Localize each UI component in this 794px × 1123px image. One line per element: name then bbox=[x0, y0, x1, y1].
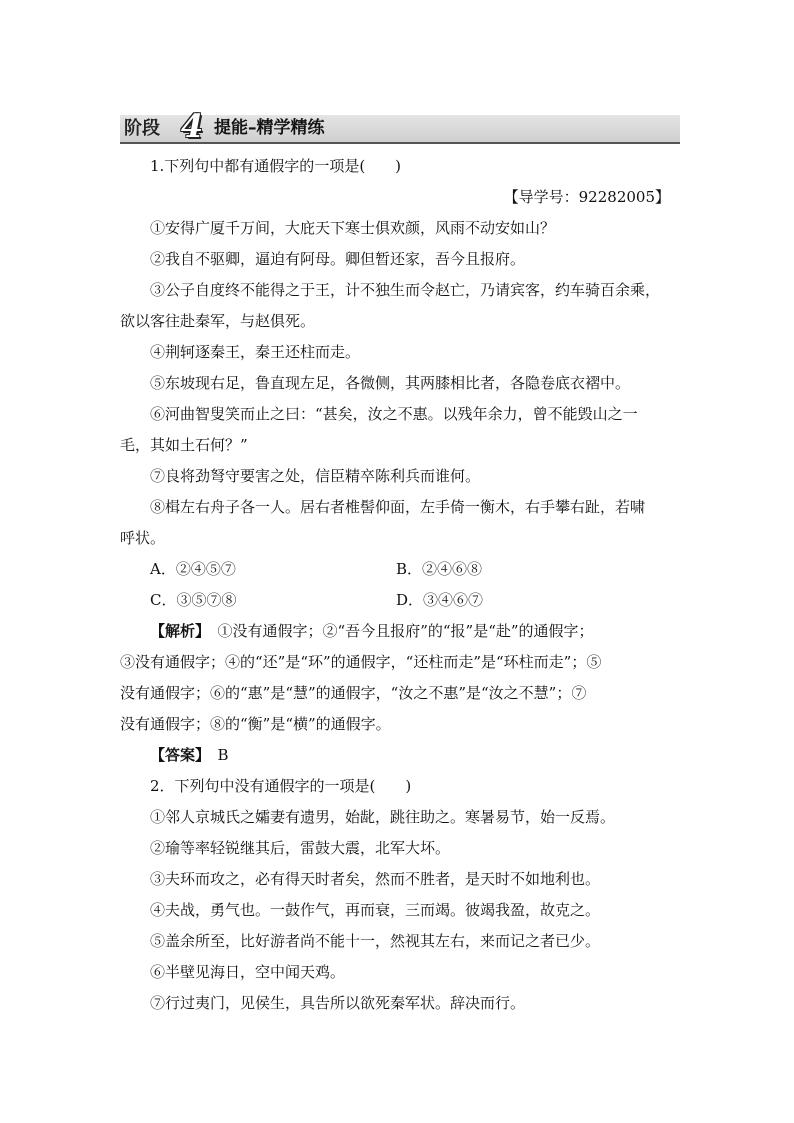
q1-option-d: D．③④⑥⑦ bbox=[396, 591, 484, 609]
q1-item: ⑧楫左右舟子各一人。居右者椎髻仰面，左手倚一衡木，右手攀右趾，若啸 bbox=[150, 498, 646, 516]
q1-item: ⑤东坡现右足，鲁直现左足，各微侧，其两膝相比者，各隐卷底衣褶中。 bbox=[150, 374, 631, 392]
q2-item: ⑥半壁见海日，空中闻天鸡。 bbox=[150, 963, 346, 981]
q1-stem: 1.下列句中都有通假字的一项是( ) bbox=[150, 157, 402, 175]
q1-analysis-line bbox=[150, 621, 594, 641]
q2-item: ①邻人京城氏之孀妻有遗男，始龀，跳往助之。寒暑易节，始一反焉。 bbox=[150, 808, 616, 826]
q2-item: ③夫环而攻之，必有得天时者矣，然而不胜者，是天时不如地利也。 bbox=[150, 870, 601, 888]
q1-analysis-line: 没有通假字；⑥的“惠”是“慧”的通假字，“汝之不惠”是“汝之不慧”；⑦ bbox=[120, 684, 587, 702]
answer-value: B bbox=[217, 746, 229, 764]
q1-item: ①安得广厦千万间，大庇天下寒士俱欢颜，风雨不动安如山？ bbox=[150, 219, 556, 237]
banner-stage-number: 4 bbox=[180, 107, 204, 145]
q2-item: ④夫战，勇气也。一鼓作气，再而衰，三而竭。彼竭我盈，故克之。 bbox=[150, 901, 601, 919]
q1-item-continued: 呼状。 bbox=[120, 529, 166, 547]
q1-option-c: C．③⑤⑦⑧ bbox=[150, 591, 237, 609]
q1-item: ③公子自度终不能得之于王，计不独生而令赵亡，乃请宾客，约车骑百余乘， bbox=[150, 281, 661, 299]
q1-item: ②我自不驱卿，逼迫有阿母。卿但暂还家，吾今且报府。 bbox=[150, 250, 526, 268]
q1-item-continued: 毛，其如土石何？” bbox=[120, 436, 248, 454]
analysis-label: 【解析】 bbox=[150, 622, 203, 640]
q2-item: ⑦行过夷门，见侯生，具告所以欲死秦军状。辞决而行。 bbox=[150, 994, 526, 1012]
q1-option-b: B．②④⑥⑧ bbox=[396, 560, 483, 578]
q1-analysis-line: 没有通假字；⑧的“衡”是“横”的通假字。 bbox=[120, 715, 391, 733]
q1-code: 【导学号：92282005】 bbox=[503, 188, 670, 206]
answer-label: 【答案】 bbox=[150, 746, 203, 764]
section-banner bbox=[120, 107, 680, 145]
q2-item: ②瑜等率轻锐继其后，雷鼓大震，北军大坏。 bbox=[150, 839, 451, 857]
q1-answer-line bbox=[150, 745, 229, 765]
q2-item: ⑤盖余所至，比好游者尚不能十一，然视其左右，来而记之者已少。 bbox=[150, 932, 601, 950]
q1-option-a: A．②④⑤⑦ bbox=[150, 560, 236, 578]
q1-item: ⑥河曲智叟笑而止之曰：“甚矣，汝之不惠。以残年余力，曾不能毁山之一 bbox=[150, 405, 638, 423]
q1-item-continued: 欲以客往赴秦军，与赵俱死。 bbox=[120, 312, 316, 330]
banner-stage-label: 阶段 bbox=[124, 118, 160, 139]
q2-stem: 2．下列句中没有通假字的一项是( ) bbox=[150, 777, 412, 795]
analysis-text: ①没有通假字；②“吾今且报府”的“报”是“赴”的通假字； bbox=[217, 622, 594, 640]
banner-title: 提能–精学精练 bbox=[214, 118, 325, 138]
q1-item: ⑦良将劲弩守要害之处，信臣精卒陈利兵而谁何。 bbox=[150, 467, 481, 485]
q1-analysis-line: ③没有通假字；④的“还”是“环”的通假字，“还柱而走”是“环柱而走”；⑤ bbox=[120, 653, 602, 671]
q1-item: ④荆轲逐秦王，秦王还柱而走。 bbox=[150, 343, 361, 361]
